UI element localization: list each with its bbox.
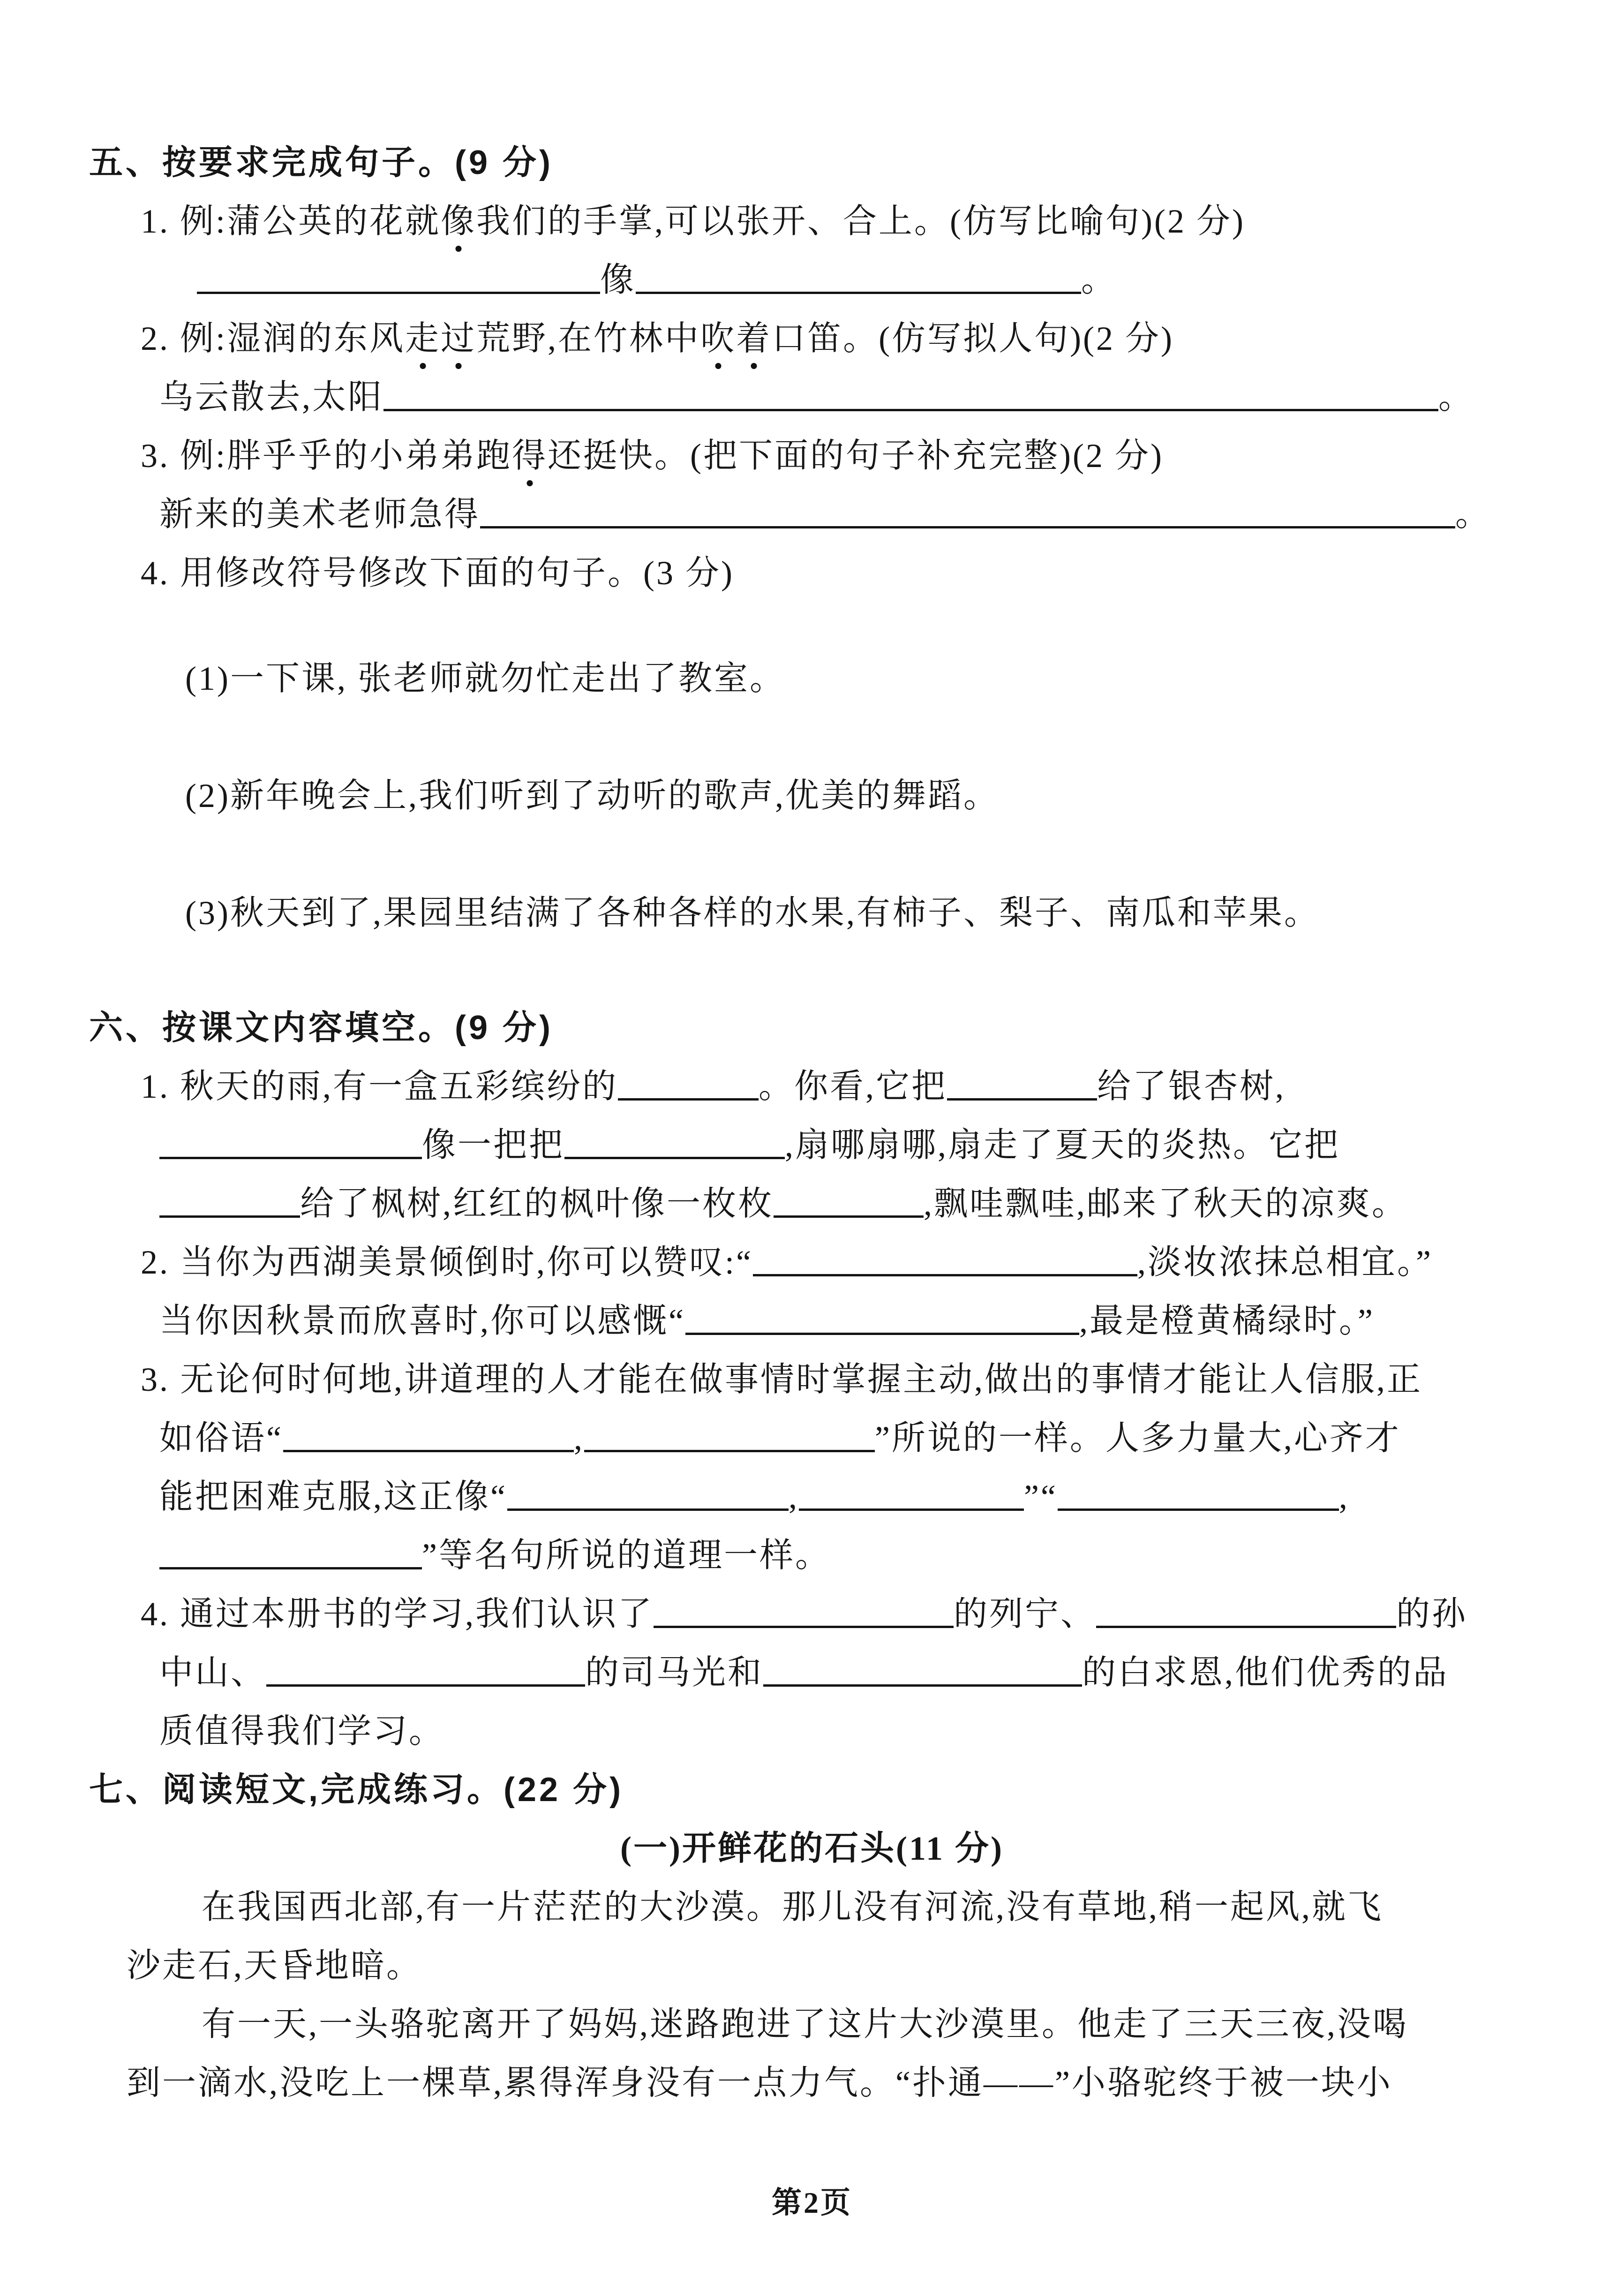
q6-4-line2 [159,1644,1624,1702]
q6-3-line3 [159,1468,1624,1526]
page-number: 第2页 [772,2186,852,2219]
text-run: , [1338,1478,1349,1516]
text-run: 2. 例:湿润的东风 [141,320,406,357]
answer-blank [618,1062,759,1101]
text-run: 质值得我们学习。 [159,1712,445,1750]
answer-blank [1096,1589,1396,1628]
q6-2-line2 [159,1292,1624,1350]
q5-1-prompt [141,192,1624,251]
q5-1-answer-line [197,251,1624,309]
emphasis-char: 过 [441,309,476,368]
q6-3-line1 [141,1350,1624,1409]
emphasis-char: 吹 [700,309,736,368]
passage1-para2-line2 [127,2054,1624,2112]
q5-2-prompt [141,309,1624,368]
text-run: 。你看,它把 [759,1068,947,1105]
answer-blank [159,1120,422,1159]
text-run: 口笛。(仿写拟人句)(2 分) [772,320,1174,357]
text-run: 给了银杏树, [1097,1068,1286,1105]
text-run: 1. 秋天的雨,有一盒五彩缤纷的 [141,1068,618,1105]
text-run: 七、阅读短文,完成练习。(22 分) [89,1771,624,1809]
text-run: 乌云散去,太阳 [159,378,384,416]
text-run: 像一把把 [422,1126,565,1164]
q5-4-sub2 [185,767,1624,825]
text-run: 六、按课文内容填空。(9 分) [89,1009,554,1047]
q5-3-prompt [141,427,1624,485]
q6-3-line2 [159,1409,1624,1468]
text-run: 在我国西北部,有一片茫茫的大沙漠。那儿没有河流,没有草地,稍一起风,就飞 [202,1888,1383,1926]
q6-1-line1 [141,1057,1624,1116]
answer-blank [799,1472,1024,1511]
answer-blank [584,1413,875,1452]
answer-blank [636,255,1081,294]
q6-3-line4 [159,1526,1624,1585]
text-run: 的司马光和 [585,1654,764,1691]
q6-1-line2 [159,1116,1624,1175]
document-body [0,134,1624,2112]
text-run: 沙走石,天昏地暗。 [127,1947,422,1984]
text-run: 如俗语“ [159,1419,283,1457]
text-run: 的列宁、 [954,1595,1097,1633]
section6-heading [89,999,1624,1057]
answer-blank [266,1648,585,1687]
text-run: 。 [1081,261,1117,299]
text-run: 3. 例:胖乎乎的小弟弟跑 [141,437,512,475]
text-run: ,扇哪扇哪,扇走了夏天的炎热。它把 [785,1126,1340,1164]
text-run: 4. 通过本册书的学习,我们认识了 [141,1595,654,1633]
text-run: 3. 无论何时何地,讲道理的人才能在做事情时掌握主动,做出的事情才能让人信服,正 [141,1361,1423,1398]
text-run: 新来的美术老师急得 [159,496,481,533]
text-run: 2. 当你为西湖美景倾倒时,你可以赞叹:“ [141,1244,753,1281]
q6-2-line1 [141,1233,1624,1292]
q6-4-line1 [141,1585,1624,1644]
answer-blank [507,1472,789,1511]
q5-3-answer-line [159,485,1624,544]
text-run: 五、按要求完成句子。(9 分) [89,144,554,181]
emphasis-char: 得 [512,427,548,485]
text-run: 有一天,一头骆驼离开了妈妈,迷路跑进了这片大沙漠里。他走了三天三夜,没喝 [202,2006,1409,2043]
text-run: ,淡妆浓抹总相宜。” [1137,1244,1433,1281]
text-run: 4. 用修改符号修改下面的句子。(3 分) [141,554,734,592]
answer-blank [159,1531,422,1569]
q5-2-answer-line [159,368,1624,427]
answer-blank [1058,1472,1339,1511]
text-run: 。 [1438,378,1474,416]
q5-4-sub1 [185,649,1624,708]
text-run: 荒野,在竹林中 [476,320,701,357]
passage1-para1-line1 [202,1878,1624,1937]
text-run: , [573,1419,584,1457]
passage1-para1-line2 [127,1937,1624,1995]
text-run: 给了枫树,红红的枫叶像一枚枚 [300,1185,774,1222]
section5-heading [89,134,1624,192]
answer-blank [753,1237,1137,1276]
section7-heading [89,1761,1624,1819]
text-run: (1)一下课, 张老师就勿忙走出了教室。 [185,660,785,697]
text-run: ,飘哇飘哇,邮来了秋天的凉爽。 [924,1185,1408,1222]
text-run: 到一滴水,没吃上一棵草,累得浑身没有一点力气。“扑通——”小骆驼终于被一块小 [127,2064,1392,2102]
text-run: 的白求恩,他们优秀的品 [1082,1654,1449,1691]
answer-blank [159,1179,300,1218]
emphasis-char: 像 [441,192,476,251]
text-run: 。 [1455,496,1491,533]
emphasis-char: 走 [405,309,441,368]
answer-blank [763,1648,1082,1687]
text-run: (一)开鲜花的石头(11 分) [620,1830,1004,1867]
text-run: 中山、 [159,1654,267,1691]
answer-blank [654,1589,954,1628]
text-run: 1. 例:蒲公英的花就 [141,203,441,240]
answer-blank [774,1179,924,1218]
passage1-para2-line1 [202,1995,1624,2054]
text-run: , [788,1478,799,1516]
text-run: 像 [600,261,636,299]
q5-4-prompt [141,544,1624,603]
emphasis-char: 着 [736,309,772,368]
text-run: 的孙 [1396,1595,1468,1633]
answer-blank [197,255,600,294]
text-run: 能把困难克服,这正像“ [159,1478,507,1516]
text-run: ”“ [1023,1478,1058,1516]
text-run: 我们的手掌,可以张开、合上。(仿写比喻句)(2 分) [476,203,1245,240]
answer-blank [947,1062,1097,1101]
text-run: 当你因秋景而欣喜时,你可以感慨“ [159,1302,685,1340]
text-run: ”所说的一样。人多力量大,心齐才 [874,1419,1401,1457]
answer-blank [383,372,1438,411]
answer-blank [564,1120,785,1159]
q6-4-line3 [159,1702,1624,1761]
answer-blank [685,1296,1079,1335]
text-run: (2)新年晚会上,我们听到了动听的歌声,优美的舞蹈。 [185,777,999,814]
text-run: 还挺快。(把下面的句子补充完整)(2 分) [548,437,1164,475]
text-run: ”等名句所说的道理一样。 [422,1537,831,1574]
answer-blank [480,490,1455,528]
q6-1-line3 [159,1175,1624,1233]
text-run: ,最是橙黄橘绿时。” [1079,1302,1375,1340]
text-run: (3)秋天到了,果园里结满了各种各样的水果,有柿子、梨子、南瓜和苹果。 [185,894,1320,932]
passage1-title [0,1819,1624,1878]
q5-4-sub3 [185,884,1624,943]
answer-blank [283,1413,574,1452]
